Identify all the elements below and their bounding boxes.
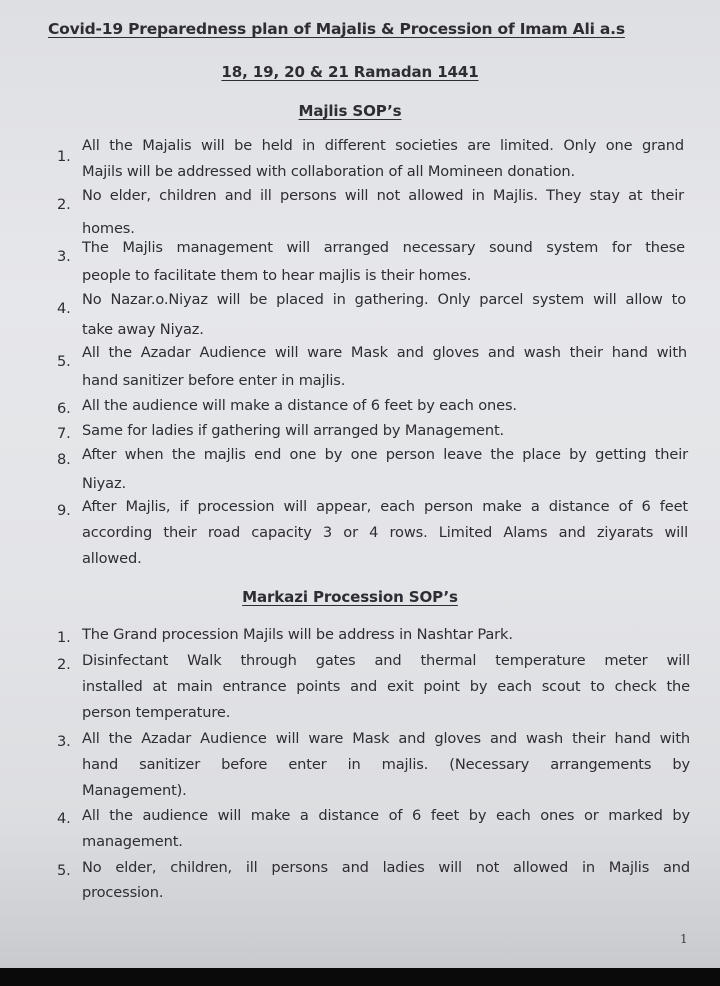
majlis-sop-heading: Majlis SOP’s [298,102,402,120]
item-number: 1. [57,629,71,646]
item-text-line: procession. [82,884,164,901]
item-text-line: person temperature. [82,704,231,721]
item-number: 4. [57,810,71,827]
item-text-line: Disinfectant Walk through gates and thermal temperature meter will [82,652,690,669]
item-text-line: Niyaz. [82,475,126,492]
document-dates: 18, 19, 20 & 21 Ramadan 1441 [221,63,479,81]
document-title: Covid-19 Preparedness plan of Majalis & Procession of Imam Ali a.s [48,20,625,38]
item-text-line: take away Niyaz. [82,321,204,338]
item-text-line: installed at main entrance points and exit point by each scout to check the [82,678,690,695]
item-number: 1. [57,148,71,165]
item-text-line: All the audience will make a distance of 6 feet by each ones or marked by [82,807,690,824]
item-number: 8. [57,451,71,468]
item-text-line: All the audience will make a distance of 6 feet by each ones. [82,397,517,414]
item-text-line: No elder, children and ill persons will not allowed in Majlis. They stay at their [82,187,684,204]
item-text-line: All the Azadar Audience will ware Mask and gloves and wash their hand with [82,730,690,747]
item-text-line: The Majlis management will arranged necessary sound system for these [82,239,685,256]
item-text-line: After Majlis, if procession will appear, each person make a distance of 6 feet [82,498,688,515]
page-number: 1 [680,932,688,946]
item-text-line: people to facilitate them to hear majlis is their homes. [82,267,472,284]
item-number: 9. [57,502,71,519]
item-number: 3. [57,248,71,265]
item-text-line: hand sanitizer before enter in majlis. [82,372,346,389]
item-text-line: No Nazar.o.Niyaz will be placed in gathering. Only parcel system will allow to [82,291,686,308]
item-number: 5. [57,862,71,879]
item-text-line: hand sanitizer before enter in majlis. (Necessary arrangements by [82,756,690,773]
item-number: 7. [57,425,71,442]
item-number: 2. [57,656,71,673]
item-text-line: Same for ladies if gathering will arranged by Management. [82,422,505,439]
item-number: 2. [57,196,71,213]
item-text-line: according their road capacity 3 or 4 rows. Limited Alams and ziyarats will [82,524,688,541]
bottom-border [0,968,720,986]
markazi-sop-heading: Markazi Procession SOP’s [242,588,458,606]
item-number: 5. [57,353,71,370]
item-text-line: After when the majlis end one by one person leave the place by getting their [82,446,688,463]
item-text-line: All the Azadar Audience will ware Mask and gloves and wash their hand with [82,344,687,361]
item-number: 6. [57,400,71,417]
item-text-line: Majils will be addressed with collaboration of all Momineen donation. [82,163,576,180]
item-text-line: No elder, children, ill persons and ladies will not allowed in Majlis and [82,859,690,876]
item-text-line: The Grand procession Majils will be address in Nashtar Park. [82,626,513,643]
item-text-line: management. [82,833,183,850]
item-text-line: Management). [82,782,187,799]
item-number: 3. [57,733,71,750]
item-text-line: All the Majalis will be held in different societies are limited. Only one grand [82,137,684,154]
item-number: 4. [57,300,71,317]
item-text-line: homes. [82,220,135,237]
item-text-line: allowed. [82,550,142,567]
